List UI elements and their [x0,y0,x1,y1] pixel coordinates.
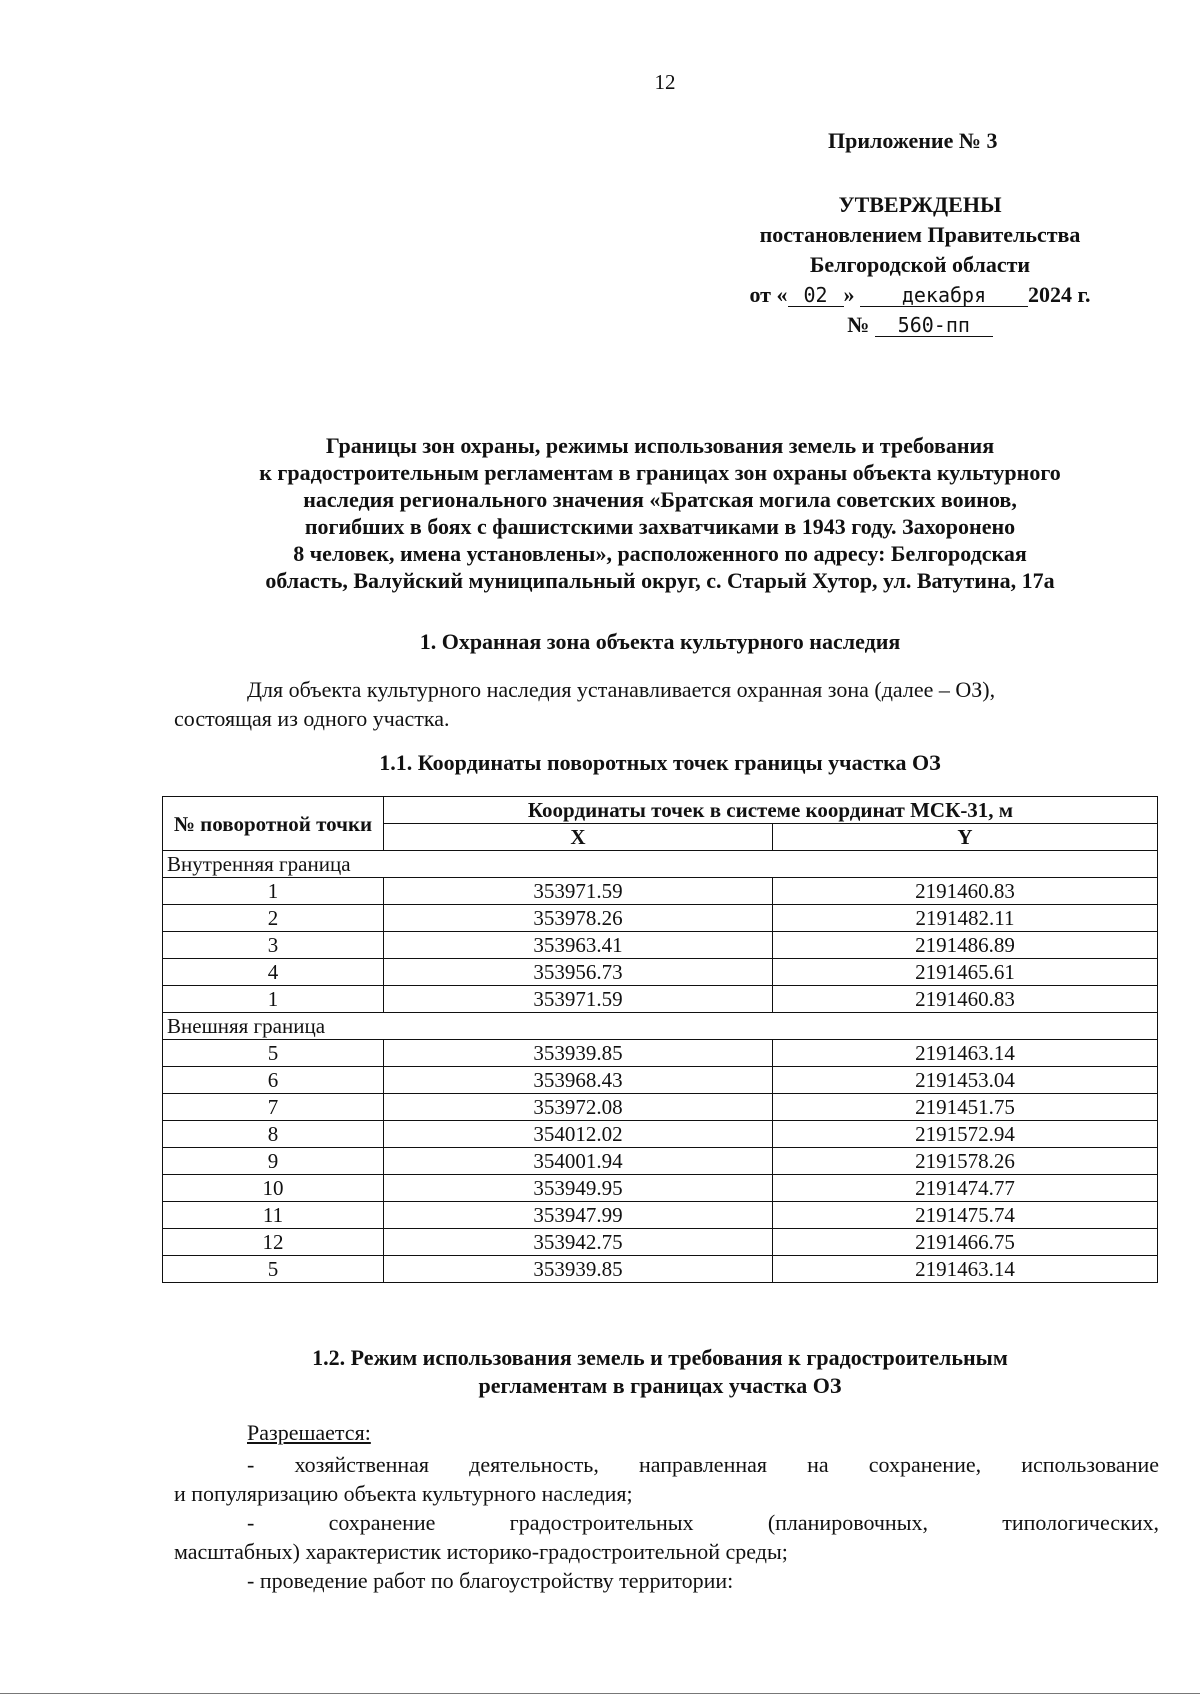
date-year: 2024 г. [1028,282,1091,307]
title-line: наследия регионального значения «Братская могила советских воинов, [303,487,1017,512]
table-row [163,1229,1158,1256]
list-item-first-line: - сохранение градостроительных (планировочных, типологических, [247,1510,1159,1535]
page-bottom-rule [0,1693,1200,1694]
point-number: 3 [163,932,384,959]
table-row [163,878,1158,905]
allowed-label: Разрешается: [247,1420,371,1445]
point-number: 8 [163,1121,384,1148]
point-number: 4 [163,959,384,986]
y-value: 2191460.83 [773,878,1158,905]
list-item-continuation: масштабных) характеристик историко-градостроительной среды; [174,1539,788,1564]
heading-line: 1.2. Режим использования земель и требования к градостроительным [312,1345,1008,1370]
group-row [163,1013,1158,1040]
paragraph-line: состоящая из одного участка. [174,706,450,731]
y-value: 2191463.14 [773,1040,1158,1067]
table-row [163,1256,1158,1283]
point-number: 6 [163,1067,384,1094]
y-value: 2191486.89 [773,932,1158,959]
group-row [163,851,1158,878]
document-title [160,432,1160,594]
subsection-1-2-heading [160,1344,1160,1400]
y-value: 2191482.11 [773,905,1158,932]
point-number: 1 [163,878,384,905]
paragraph-line: Для объекта культурного наследия устанавливается охранная зона (далее – ОЗ), [247,677,996,702]
group-label: Внешняя граница [163,1013,1158,1040]
x-value: 353978.26 [384,905,773,932]
header-point-number: № поворотной точки [163,797,384,851]
y-value: 2191475.74 [773,1202,1158,1229]
title-line: к градостроительным регламентам в границах зон охраны объекта культурного [259,460,1061,485]
header-x: X [384,824,773,851]
annex-label: Приложение № 3 [828,128,998,153]
y-value: 2191466.75 [773,1229,1158,1256]
x-value: 353949.95 [384,1175,773,1202]
point-number: 10 [163,1175,384,1202]
approval-line-1: постановлением Правительства [759,222,1081,247]
list-item [174,1508,1159,1566]
table-row [163,932,1158,959]
x-value: 353947.99 [384,1202,773,1229]
section-1-paragraph [174,675,1159,733]
approval-number [700,310,1140,340]
title-line: 8 человек, имена установлены», расположенного по адресу: Белгородская [293,541,1027,566]
y-value: 2191453.04 [773,1067,1158,1094]
table-row [163,1121,1158,1148]
allowed-list [174,1450,1159,1595]
x-value: 354001.94 [384,1148,773,1175]
approval-block [700,190,1140,340]
date-mid: » [843,282,855,307]
header-y: Y [773,824,1158,851]
table-row [163,1148,1158,1175]
point-number: 5 [163,1040,384,1067]
group-label: Внутренняя граница [163,851,1158,878]
x-value: 353963.41 [384,932,773,959]
table-row [163,1040,1158,1067]
point-number: 5 [163,1256,384,1283]
x-value: 353942.75 [384,1229,773,1256]
approval-date [700,280,1140,310]
y-value: 2191572.94 [773,1121,1158,1148]
point-number: 9 [163,1148,384,1175]
table-row [163,1202,1158,1229]
title-line: область, Валуйский муниципальный округ, с. Старый Хутор, ул. Ватутина, 17а [265,568,1055,593]
table-row [163,1067,1158,1094]
document-number: 560-пп [875,314,993,337]
y-value: 2191465.61 [773,959,1158,986]
title-line: Границы зон охраны, режимы использования земель и требования [325,433,995,458]
page-number: 12 [654,70,676,94]
x-value: 353939.85 [384,1040,773,1067]
point-number: 7 [163,1094,384,1121]
coordinates-table [162,796,1158,1283]
number-prefix: № [847,312,870,337]
table-row [163,1094,1158,1121]
x-value: 353971.59 [384,878,773,905]
list-item [174,1566,1159,1595]
x-value: 353956.73 [384,959,773,986]
x-value: 354012.02 [384,1121,773,1148]
y-value: 2191463.14 [773,1256,1158,1283]
y-value: 2191474.77 [773,1175,1158,1202]
list-item-first-line: - проведение работ по благоустройству территории: [247,1568,734,1593]
date-month: декабря [860,284,1028,307]
table-row [163,986,1158,1013]
section-1-heading: 1. Охранная зона объекта культурного наследия [419,629,901,654]
point-number: 1 [163,986,384,1013]
header-coordinate-system: Координаты точек в системе координат МСК-31, м [384,797,1158,824]
point-number: 2 [163,905,384,932]
heading-line: регламентам в границах участка ОЗ [478,1373,842,1398]
approval-line-2: Белгородской области [809,252,1031,277]
date-prefix: от « [749,282,788,307]
point-number: 11 [163,1202,384,1229]
table-row [163,959,1158,986]
y-value: 2191578.26 [773,1148,1158,1175]
y-value: 2191460.83 [773,986,1158,1013]
date-day: 02 [788,284,844,307]
y-value: 2191451.75 [773,1094,1158,1121]
list-item-continuation: и популяризацию объекта культурного наследия; [174,1481,633,1506]
x-value: 353971.59 [384,986,773,1013]
list-item [174,1450,1159,1508]
list-item-first-line: - хозяйственная деятельность, направленная на сохранение, использование [247,1452,1159,1477]
x-value: 353939.85 [384,1256,773,1283]
x-value: 353968.43 [384,1067,773,1094]
point-number: 12 [163,1229,384,1256]
approval-heading: УТВЕРЖДЕНЫ [838,192,1002,217]
table-row [163,1175,1158,1202]
subsection-1-1-heading: 1.1. Координаты поворотных точек границы участка ОЗ [379,750,941,775]
title-line: погибших в боях с фашистскими захватчиками в 1943 году. Захоронено [304,514,1016,539]
table-row [163,905,1158,932]
x-value: 353972.08 [384,1094,773,1121]
